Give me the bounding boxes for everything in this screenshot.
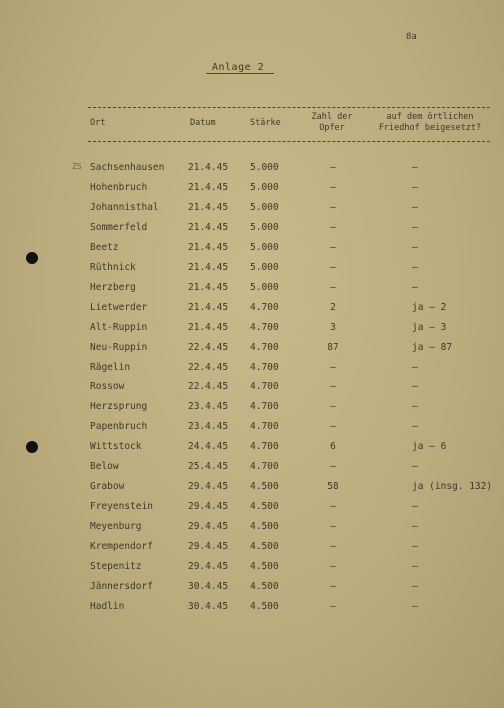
cell-victims: –: [330, 241, 336, 253]
cell-place: Hadlin: [90, 600, 125, 612]
col-header-strength: Stärke: [250, 118, 281, 128]
cell-date: 30.4.45: [188, 600, 229, 612]
col-header-buried: [364, 112, 496, 134]
cell-victims: –: [330, 181, 336, 193]
cell-date: 29.4.45: [188, 521, 229, 533]
cell-date: 30.4.45: [188, 580, 229, 592]
cell-strength: 4.700: [250, 341, 279, 353]
cell-date: 23.4.45: [188, 401, 229, 413]
annex-title-underline: [206, 73, 274, 74]
cell-place: Meyenburg: [90, 521, 142, 533]
table-row: [0, 222, 504, 242]
cell-victims: –: [330, 580, 336, 592]
cell-place: Beetz: [90, 241, 119, 253]
cell-date: 25.4.45: [188, 461, 229, 473]
cell-strength: 4.700: [250, 381, 279, 393]
table-row: [0, 262, 504, 282]
cell-place: Below: [90, 461, 119, 473]
cell-place: Rägelin: [90, 361, 131, 373]
cell-date: 21.4.45: [188, 261, 229, 273]
cell-buried: –: [412, 541, 418, 553]
cell-strength: 4.700: [250, 321, 279, 333]
cell-strength: 5.000: [250, 261, 279, 273]
cell-strength: 5.000: [250, 201, 279, 213]
col-header-buried-line1: auf dem örtlichen: [386, 112, 474, 122]
cell-buried: –: [412, 361, 418, 373]
table-row: [0, 541, 504, 561]
cell-place: Herzberg: [90, 281, 136, 293]
table-row: [0, 501, 504, 521]
table-row: [0, 302, 504, 322]
cell-date: 23.4.45: [188, 421, 229, 433]
cell-victims: –: [330, 281, 336, 293]
cell-buried: –: [412, 521, 418, 533]
table-row: [0, 581, 504, 601]
cell-place: Lietwerder: [90, 301, 148, 313]
cell-strength: 4.700: [250, 361, 279, 373]
cell-victims: –: [330, 381, 336, 393]
cell-buried: –: [412, 221, 418, 233]
page-number: 8a: [406, 32, 417, 42]
cell-victims: –: [330, 461, 336, 473]
col-header-victims-line1: Zahl der: [311, 112, 353, 122]
cell-strength: 4.500: [250, 561, 279, 572]
cell-place: Johannisthal: [90, 201, 159, 213]
cell-victims: –: [330, 521, 336, 533]
cell-victims: 2: [330, 301, 336, 313]
cell-place: Krempendorf: [90, 541, 153, 553]
cell-date: 21.4.45: [188, 301, 229, 313]
cell-place: Sommerfeld: [90, 221, 148, 233]
table-row: [0, 521, 504, 541]
table-row: [0, 381, 504, 401]
cell-strength: 4.500: [250, 501, 279, 513]
cell-strength: 4.500: [250, 580, 279, 592]
cell-place: Herzsprung: [90, 401, 148, 413]
table-row: [0, 202, 504, 222]
col-header-victims: [300, 112, 364, 134]
cell-strength: 5.000: [250, 162, 279, 173]
table-row: [0, 322, 504, 342]
cell-victims: –: [330, 221, 336, 233]
cell-buried: –: [412, 580, 418, 592]
col-header-victims-line2: Opfer: [319, 123, 345, 133]
table-row: [0, 601, 504, 621]
cell-place: Sachsenhausen: [90, 162, 165, 173]
cell-strength: 4.500: [250, 521, 279, 533]
table-row: [0, 342, 504, 362]
cell-place: Freyenstein: [90, 501, 153, 513]
cell-date: 24.4.45: [188, 441, 229, 453]
table-row: [0, 282, 504, 302]
cell-strength: 4.700: [250, 401, 279, 413]
table-row: [0, 162, 504, 182]
cell-strength: 4.700: [250, 301, 279, 313]
cell-date: 21.4.45: [188, 162, 229, 173]
cell-buried: –: [412, 561, 418, 572]
table-row: [0, 362, 504, 382]
cell-buried: –: [412, 201, 418, 213]
cell-buried: ja – 6: [412, 441, 447, 453]
col-header-date: Datum: [190, 118, 216, 128]
cell-victims: 58: [327, 481, 339, 493]
cell-buried: –: [412, 181, 418, 193]
cell-buried: –: [412, 241, 418, 253]
cell-victims: 3: [330, 321, 336, 333]
cell-buried: ja – 3: [412, 321, 447, 333]
col-header-buried-line2: Friedhof beigesetzt?: [378, 123, 482, 133]
cell-buried: –: [412, 401, 418, 413]
cell-buried: –: [412, 261, 418, 273]
cell-victims: –: [330, 600, 336, 612]
cell-victims: –: [330, 541, 336, 553]
cell-strength: 4.700: [250, 461, 279, 473]
cell-buried: ja – 2: [412, 301, 447, 313]
cell-buried: –: [412, 381, 418, 393]
cell-place: Alt-Ruppin: [90, 321, 148, 333]
cell-date: 29.4.45: [188, 561, 229, 572]
cell-victims: –: [330, 201, 336, 213]
cell-date: 29.4.45: [188, 501, 229, 513]
annex-title: Anlage 2: [212, 62, 265, 73]
cell-place: Stepenitz: [90, 561, 142, 572]
cell-strength: 5.000: [250, 221, 279, 233]
table-row: [0, 401, 504, 421]
cell-victims: 6: [330, 441, 336, 453]
cell-date: 22.4.45: [188, 361, 229, 373]
cell-date: 29.4.45: [188, 481, 229, 493]
cell-buried: ja – 87: [412, 341, 453, 353]
cell-victims: –: [330, 261, 336, 273]
row-mark: ZS: [72, 162, 82, 171]
cell-place: Papenbruch: [90, 421, 148, 433]
cell-place: Neu-Ruppin: [90, 341, 148, 353]
cell-date: 22.4.45: [188, 341, 229, 353]
cell-victims: –: [330, 561, 336, 572]
cell-buried: –: [412, 162, 418, 173]
cell-date: 21.4.45: [188, 181, 229, 193]
cell-victims: –: [330, 421, 336, 433]
cell-buried: ja (insg. 132): [412, 481, 493, 493]
cell-victims: –: [330, 501, 336, 513]
cell-buried: –: [412, 501, 418, 513]
cell-strength: 4.500: [250, 481, 279, 493]
table-row: [0, 242, 504, 262]
cell-buried: –: [412, 421, 418, 433]
cell-date: 22.4.45: [188, 381, 229, 393]
cell-date: 21.4.45: [188, 221, 229, 233]
cell-date: 21.4.45: [188, 201, 229, 213]
cell-victims: 87: [327, 341, 339, 353]
cell-strength: 5.000: [250, 181, 279, 193]
cell-strength: 4.500: [250, 600, 279, 612]
cell-buried: –: [412, 600, 418, 612]
cell-place: Jännersdorf: [90, 580, 153, 592]
cell-date: 21.4.45: [188, 321, 229, 333]
cell-victims: –: [330, 401, 336, 413]
cell-buried: –: [412, 461, 418, 473]
cell-place: Rüthnick: [90, 261, 136, 273]
cell-date: 21.4.45: [188, 281, 229, 293]
cell-date: 29.4.45: [188, 541, 229, 553]
table-top-rule: [88, 107, 490, 108]
table-row: [0, 461, 504, 481]
cell-place: Grabow: [90, 481, 125, 493]
cell-victims: –: [330, 162, 336, 173]
table-row: [0, 421, 504, 441]
table-row: [0, 182, 504, 202]
cell-place: Rossow: [90, 381, 125, 393]
cell-place: Hohenbruch: [90, 181, 148, 193]
col-header-place: Ort: [90, 118, 106, 128]
cell-date: 21.4.45: [188, 241, 229, 253]
table-row: [0, 481, 504, 501]
cell-strength: 4.700: [250, 441, 279, 453]
table-row: [0, 561, 504, 581]
cell-strength: 5.000: [250, 281, 279, 293]
cell-place: Wittstock: [90, 441, 142, 453]
table-row: [0, 441, 504, 461]
cell-strength: 4.700: [250, 421, 279, 433]
table-header-rule: [88, 141, 490, 142]
cell-victims: –: [330, 361, 336, 373]
cell-strength: 4.500: [250, 541, 279, 553]
cell-buried: –: [412, 281, 418, 293]
cell-strength: 5.000: [250, 241, 279, 253]
